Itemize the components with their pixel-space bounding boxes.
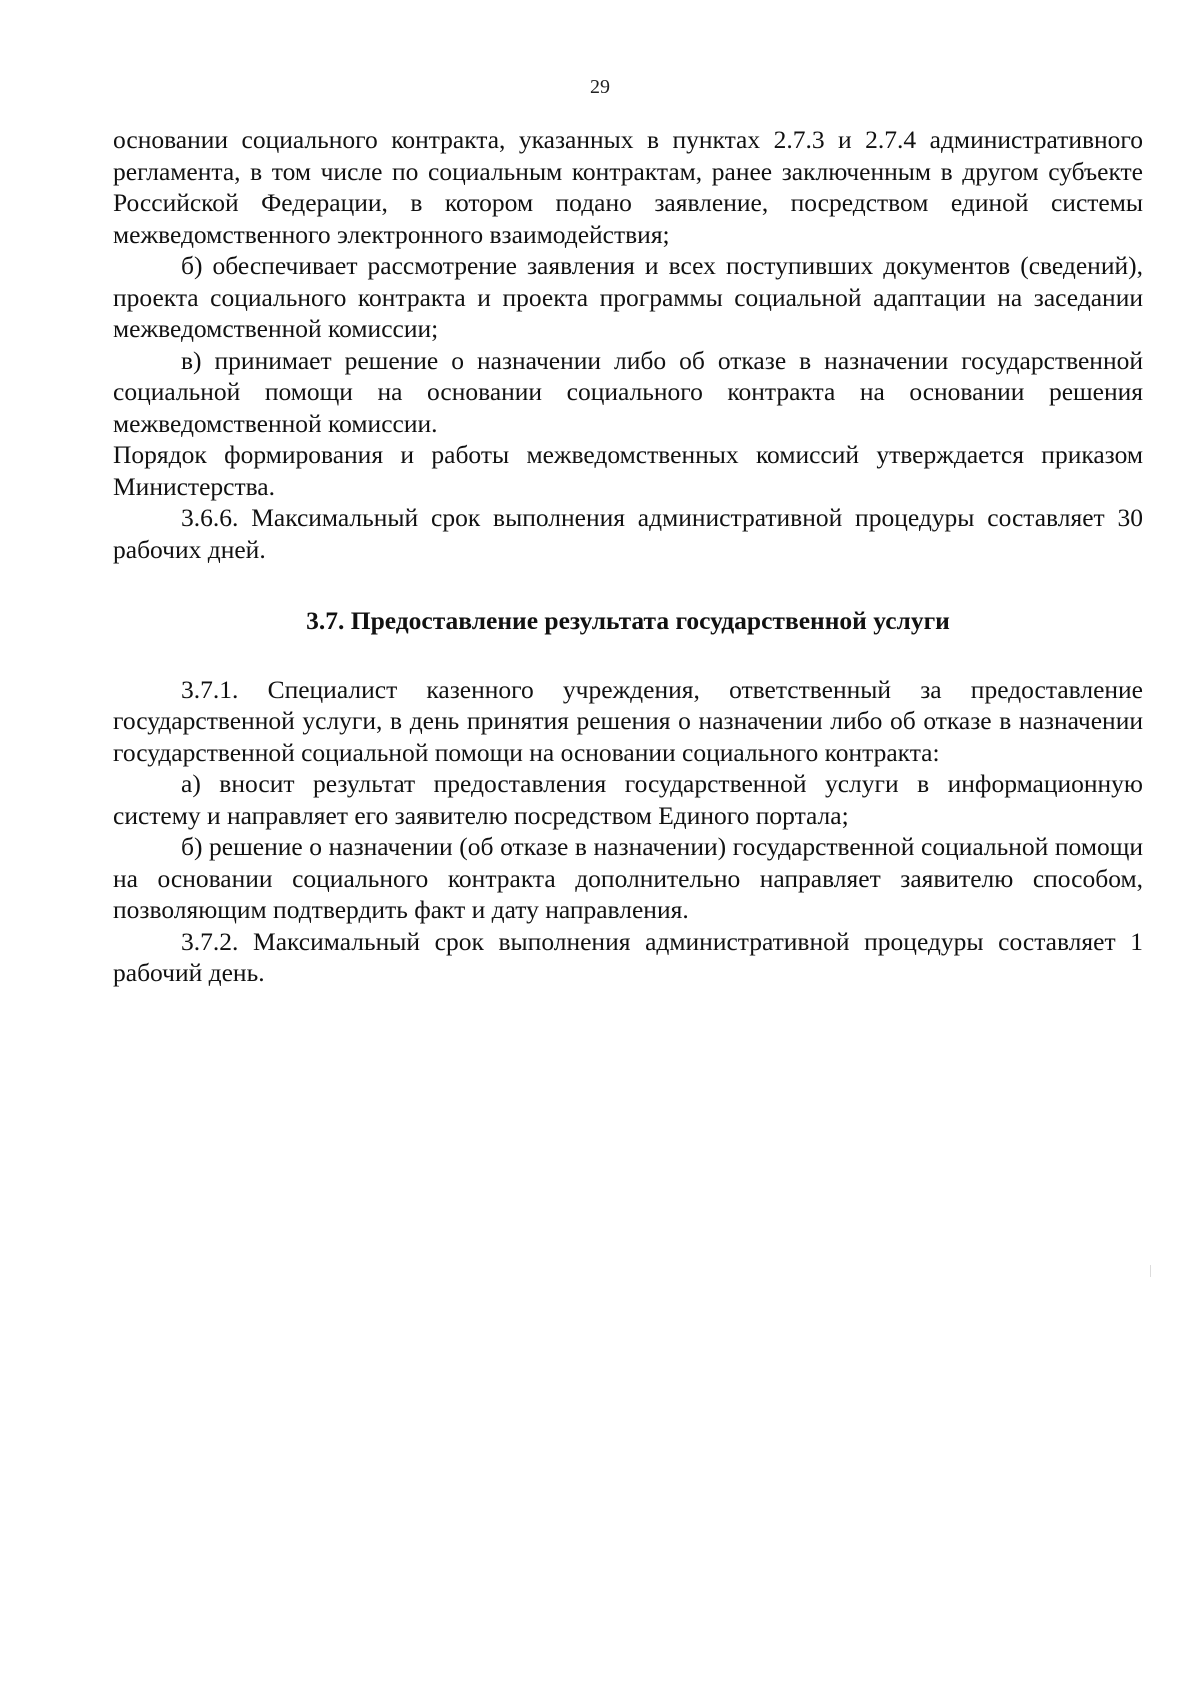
paragraph-continued: основании социального контракта, указанных в пунктах 2.7.3 и 2.7.4 административного регламента, в том числе по социальным контрактам, ранее заключенным в другом субъекте Российской Федерации, в котором подано заявление, посредством единой системы межведомственного электронного взаимодействия;: [113, 125, 1143, 249]
section-heading-3-7: 3.7. Предоставление результата государственной услуги: [306, 606, 950, 635]
paragraph-3-7-1: 3.7.1. Специалист казенного учреждения, ответственный за предоставление государственной услуги, в день принятия решения о назначении либо об отказе в назначении государственной социальной помощи на основании социального контракта:: [113, 674, 1143, 767]
paragraph-3-6-6: 3.6.6. Максимальный срок выполнения административной процедуры составляет 30 рабочих дней.: [113, 503, 1143, 564]
page-number: 29: [590, 76, 610, 98]
paragraph-3-7-2: 3.7.2. Максимальный срок выполнения административной процедуры составляет 1 рабочий день.: [113, 926, 1143, 987]
scan-edge-mark: [1150, 1265, 1151, 1277]
paragraph-item-b-decision: б) решение о назначении (об отказе в назначении) государственной социальной помощи на основании социального контракта дополнительно направляет заявителю способом, позволяющим подтвердить факт и дату направления.: [113, 832, 1143, 924]
document-body: [113, 124, 1143, 989]
paragraph-item-a: а) вносит результат предоставления государственной услуги в информационную систему и направляет его заявителю посредством Единого портала;: [113, 769, 1143, 830]
paragraph-item-v: в) принимает решение о назначении либо об отказе в назначении государственной социальной помощи на основании социального контракта на основании решения межведомственной комиссии.: [113, 345, 1143, 438]
paragraph-commission-order: Порядок формирования и работы межведомственных комиссий утверждается приказом Министерства.: [113, 440, 1143, 501]
paragraph-item-b: б) обеспечивает рассмотрение заявления и всех поступивших документов (сведений), проекта социального контракта и проекта программы социальной адаптации на заседании межведомственной комиссии;: [113, 251, 1143, 343]
